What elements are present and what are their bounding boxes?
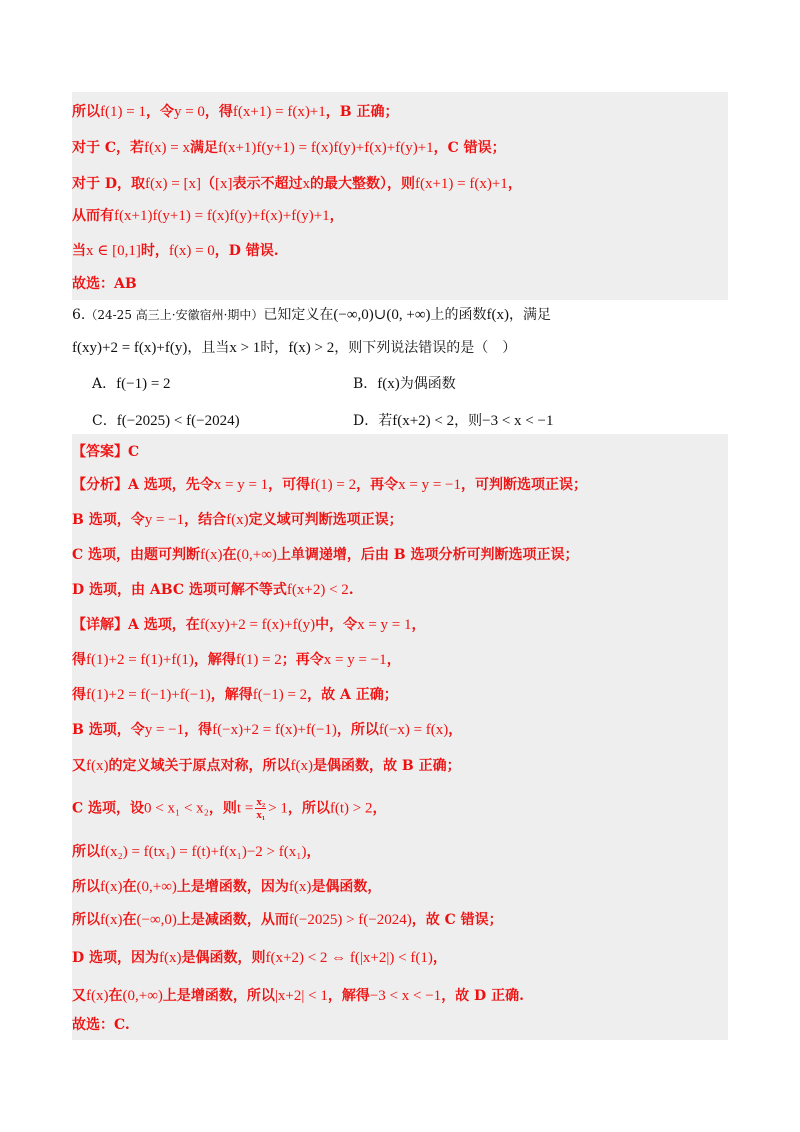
option-b: B．f(x)为偶函数 — [353, 376, 456, 392]
analysis-line-1: 【分析】A 选项，先令x = y = 1，可得f(1) = 2，再令x = y = −1，可判断选项正误； — [72, 477, 588, 493]
detail-line-11: 又f(x)在(0,+∞)上是增函数，所以|x+2| < 1，解得−3 < x < −1，故 D 正确. — [72, 988, 524, 1004]
detail-line-5: 又f(x)的定义域关于原点对称，所以f(x)是偶函数，故 B 正确； — [72, 758, 461, 774]
question-line-1: 6.（24-25 高三上·安徽宿州·期中）已知定义在(−∞,0)∪(0, +∞)上的函数f(x)，满足 — [72, 307, 552, 323]
option-d: D．若f(x+2) < 2，则−3 < x < −1 — [353, 413, 554, 429]
solution-answer-top: 故选：AB — [72, 276, 137, 292]
detail-line-7: 所以f(x₂) = f(tx₁) = f(t)+f(x₁)−2 > f(x₁)， — [72, 844, 321, 860]
analysis-line-3: C 选项，由题可判断f(x)在(0,+∞)上单调递增，后由 B 选项分析可判断选项正误； — [72, 547, 579, 563]
option-a: A．f(−1) = 2 — [92, 376, 171, 392]
fraction-x2-over-x1: $\frac{\text{x₂}}{\text{x₁}}$ — [256, 796, 266, 821]
detail-answer-final: 故选：C. — [72, 1017, 130, 1033]
question-line-2: f(xy)+2 = f(x)+f(y)，且当x > 1时，f(x) > 2，则下列说法错误的是（ ） — [72, 340, 517, 356]
solution-panel-top — [72, 92, 728, 300]
solution-line-2: 对于 C，若f(x) = x满足f(x+1)f(y+1) = f(x)f(y)+f(x)+f(y)+1，C 错误； — [72, 140, 506, 156]
question-number: 6. — [72, 307, 86, 323]
solution-line-3: 对于 D，取f(x) = [x]（[x]表示不超过x的最大整数），则f(x+1) = f(x)+1， — [72, 176, 522, 192]
detail-line-10: D 选项，因为f(x)是偶函数，则f(x+2) < 2 ⇔ f(|x+2|) < f(1)， — [72, 950, 447, 966]
detail-line-6: C 选项，设0 < x₁ < x₂，则t = $\frac{\text{x₂}}{\text{x₁}}$ > 1，所以f(t) > 2， — [72, 796, 387, 821]
detail-line-8: 所以f(x)在(0,+∞)上是增函数，因为f(x)是偶函数， — [72, 879, 382, 895]
analysis-line-2: B 选项，令y = −1，结合f(x)定义域可判断选项正误； — [72, 512, 403, 528]
solution-line-1: 所以f(1) = 1，令y = 0，得f(x+1) = f(x)+1，B 正确； — [72, 104, 399, 120]
answer-line: 【答案】C — [72, 444, 140, 460]
solution-line-4: 从而有f(x+1)f(y+1) = f(x)f(y)+f(x)+f(y)+1， — [72, 208, 344, 224]
detail-line-2: 得f(1)+2 = f(1)+f(1)，解得f(1) = 2；再令x = y = −1， — [72, 652, 401, 668]
question-source: （24-25 高三上·安徽宿州·期中） — [85, 308, 264, 322]
solution-line-5: 当x ∈ [0,1]时，f(x) = 0，D 错误. — [72, 243, 279, 259]
detail-line-3: 得f(1)+2 = f(−1)+f(−1)，解得f(−1) = 2，故 A 正确； — [72, 687, 398, 703]
detail-line-1: 【详解】A 选项，在f(xy)+2 = f(x)+f(y)中，令x = y = 1， — [72, 617, 426, 633]
detail-line-9: 所以f(x)在(−∞,0)上是减函数，从而f(−2025) > f(−2024)，故 C 错误； — [72, 912, 503, 928]
option-c: C．f(−2025) < f(−2024) — [92, 413, 240, 429]
detail-line-4: B 选项，令y = −1，得f(−x)+2 = f(x)+f(−1)，所以f(−x) = f(x)， — [72, 722, 463, 738]
analysis-line-4: D 选项，由 ABC 选项可解不等式f(x+2) < 2. — [72, 582, 354, 598]
